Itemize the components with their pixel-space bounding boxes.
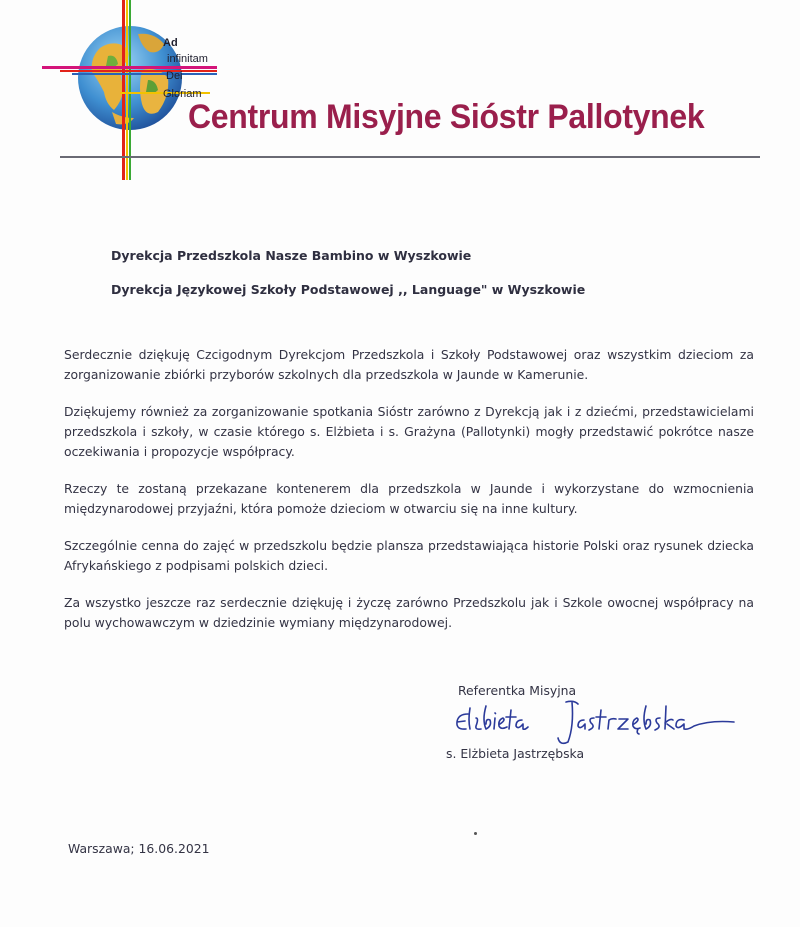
motto-line: infinitam xyxy=(167,53,208,65)
body-paragraph: Za wszystko jeszcze raz serdecznie dziękuję i życzę zarówno Przedszkolu jak i Szkole owocnej współpracy na polu wychowawczym w dziedzinie wymiany międzynarodowej. xyxy=(64,595,754,630)
motto-line: Gloriam xyxy=(163,88,202,100)
organization-title: Centrum Misyjne Sióstr Pallotynek xyxy=(188,98,705,136)
recipient-line: Dyrekcja Przedszkola Nasze Bambino w Wyszkowie xyxy=(111,248,472,263)
recipients-block xyxy=(111,248,585,316)
letter-body xyxy=(64,345,754,650)
handwritten-signature xyxy=(448,696,748,752)
header-divider xyxy=(60,156,760,158)
scan-speck xyxy=(474,832,477,835)
signatory-name: s. Elżbieta Jastrzębska xyxy=(446,746,585,761)
body-paragraph: Rzeczy te zostaną przekazane kontenerem dla przedszkola w Jaunde i wykorzystane do wzmocnienia międzynarodowej przyjaźni, która pomoże dzieciom w otwarciu się na inne kultury. xyxy=(64,481,754,516)
motto-line: Dei xyxy=(166,70,183,82)
place-and-date: Warszawa; 16.06.2021 xyxy=(68,841,210,856)
body-paragraph: Serdecznie dziękuję Czcigodnym Dyrekcjom Przedszkola i Szkoły Podstawowej oraz wszystkim dzieciom za zorganizowanie zbiórki przyborów szkolnych dla przedszkola w Jaunde w Kamerunie. xyxy=(64,347,754,382)
recipient-line: Dyrekcja Językowej Szkoły Podstawowej ,, Language" w Wyszkowie xyxy=(111,282,586,297)
motto-line: Ad xyxy=(163,37,178,49)
body-paragraph: Szczególnie cenna do zajęć w przedszkolu będzie plansza przedstawiająca historie Polski oraz rysunek dziecka Afrykańskiego z podpisami polskich dzieci. xyxy=(64,538,754,573)
body-paragraph: Dziękujemy również za zorganizowanie spotkania Sióstr zarówno z Dyrekcją jak i z dziećmi, przedstawicielami przedszkola i szkoły, w czasie którego s. Elżbieta i s. Grażyna (Pallotynki) mogły przedstawić pokrótce nasze oczekiwania i propozycje współpracy. xyxy=(64,404,754,459)
signatory-role: Referentka Misyjna xyxy=(458,683,577,698)
organization-logo xyxy=(42,0,222,180)
